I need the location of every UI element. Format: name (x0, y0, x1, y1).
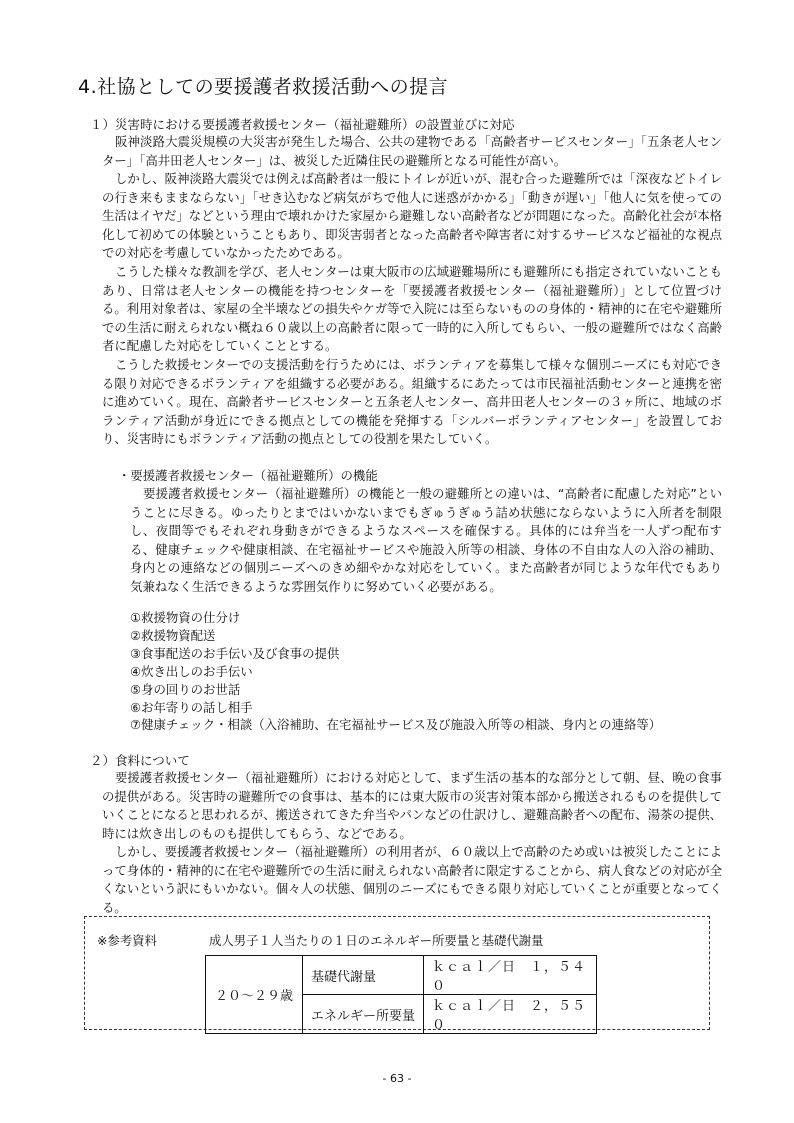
list-item: ②救援物資配送 (130, 627, 216, 643)
section2-heading: ２）食料について (90, 753, 190, 768)
list-item: ④炊き出しのお手伝い (130, 663, 253, 679)
page-title: 4.社協としての要援護者救援活動への提言 (78, 76, 449, 98)
reference-label: ※参考資料 (97, 933, 157, 948)
section1-paragraph-3: こうした様々な教訓を学び、老人センターは東大阪市の広域避難場所にも避難所にも指定されていないこともあり、日常は老人センターの機能を持つセンターを「要援護者救援センター（福祉避難所）」として位置づける。利用対象者は、家屋の全半壊などの損失やケガ等で入院には至らないものの身体的・精神的に在宅や避難所での生活に耐えられない概ね６０歳以上の高齢者に限って一時的に入所してもらい、一般の避難所ではなく高齢者に配慮した対応をしていくこととする。 (102, 264, 722, 354)
page-number: - 63 - (382, 1072, 412, 1085)
function-heading: ・要援護者救援センター（福祉避難所）の機能 (118, 468, 378, 483)
section1-paragraph-2: しかし、阪神淡路大震災では例えば高齢者は一般にトイレが近いが、混む合った避難所では「深夜などトイレの行き来もままならない」「せき込むなど病気がちで他人に迷惑がかかる」「動きが遅い」「他人に気を使っての生活はイヤだ」などという理由で壊れかけた家屋から避難しない高齢者などが問題になった。高齢化社会が本格化して初めての体験ということもあり、即災害弱者となった高齢者や障害者に対するサービスなど福祉的な視点での対応を考慮していなかったためである。 (102, 171, 722, 261)
section2-paragraph-1: 要援護者救援センター（福祉避難所）における対応として、まず生活の基本的な部分として朝、昼、晩の食事の提供がある。災害時の避難所での食事は、基本的には東大阪市の災害対策本部から搬送されるものを提供していくことになると思われるが、搬送されてきた弁当やパンなどの仕訳けし、避難高齢者への配布、湯茶の提供、時には炊き出しのものも提供してもらう、などである。 (102, 770, 722, 841)
age-cell: ２０～２９歳 (206, 956, 303, 1034)
reference-box (84, 916, 710, 1033)
list-item: ③食事配送のお手伝い及び食事の提供 (130, 645, 340, 661)
list-item: ⑦健康チェック・相談（入浴補助、在宅福祉サービス及び施設入所等の相談、身内との連絡等） (130, 717, 662, 733)
table-row (206, 956, 597, 995)
list-item: ⑥お年寄りの話し相手 (130, 699, 253, 715)
section1-paragraph-1: 阪神淡路大震災規模の大災害が発生した場合、公共の建物である「高齢者サービスセンター」「五条老人センター」「高井田老人センター」は、被災した近隣住民の避難所となる可能性が高い。 (102, 134, 722, 168)
section2-paragraph-2: しかし、要援護者救援センター（福祉避難所）の利用者が、６０歳以上で高齢のため或いは被災したことによって身体的・精神的に在宅や避難所での生活に耐えられない高齢者に限定することから、病人食などの対応が全くないという訳にもいかない。個々人の状態、個別のニーズにもできる限り対応していくことが重要となってくる。 (102, 844, 722, 915)
table-cell-name: 基礎代謝量 (303, 956, 424, 995)
function-list (130, 609, 661, 734)
table-cell-value: ｋｃａｌ／日 ２，５５０ (424, 995, 597, 1034)
table-cell-name: エネルギー所要量 (303, 995, 424, 1034)
table-cell-value: ｋｃａｌ／日 １，５４０ (424, 956, 597, 995)
function-paragraph: 要援護者救援センター（福祉避難所）の機能と一般の避難所との違いは、“高齢者に配慮した対応”ということに尽きる。ゆったりとまではいかないまでもぎゅうぎゅう詰め状態にならないように入所者を制限し、夜間等でもそれぞれ身動きができるようなスペースを確保する。具体的には弁当を一人ずつ配布する、健康チェックや健康相談、在宅福祉サービスや施設入所等の相談、身体の不自由な人の入浴の補助、身内との連絡などの個別ニーズへのきめ細やかな対応をしていく。また高齢者が同じような年代でもあり気兼ねなく生活できるような雰囲気作りに努めていく必要がある。 (130, 486, 722, 594)
energy-table (205, 955, 597, 1034)
section1-paragraph-4: こうした救援センターでの支援活動を行うためには、ボランティアを募集して様々な個別ニーズにも対応できる限り対応できるボランティアを組織する必要がある。組織するにあたっては市民福祉活動センターと連携を密に進めていく。現在、高齢者サービスセンターと五条老人センター、高井田老人センターの３ヶ所に、地域のボランティア活動が身近にできる拠点としての機能を発揮する「シルバーボランティアセンター」を設置しており、災害時にもボランティア活動の拠点としての役割を果たしていく。 (102, 357, 722, 447)
list-item: ⑤身の回りのお世話 (130, 681, 241, 697)
list-item: ①救援物資の仕分け (130, 610, 241, 625)
reference-title: 成人男子１人当たりの１日のエネルギー所要量と基礎代謝量 (209, 933, 544, 948)
section1-heading: １）災害時における要援護者救援センター（福祉避難所）の設置並びに対応 (90, 117, 515, 132)
